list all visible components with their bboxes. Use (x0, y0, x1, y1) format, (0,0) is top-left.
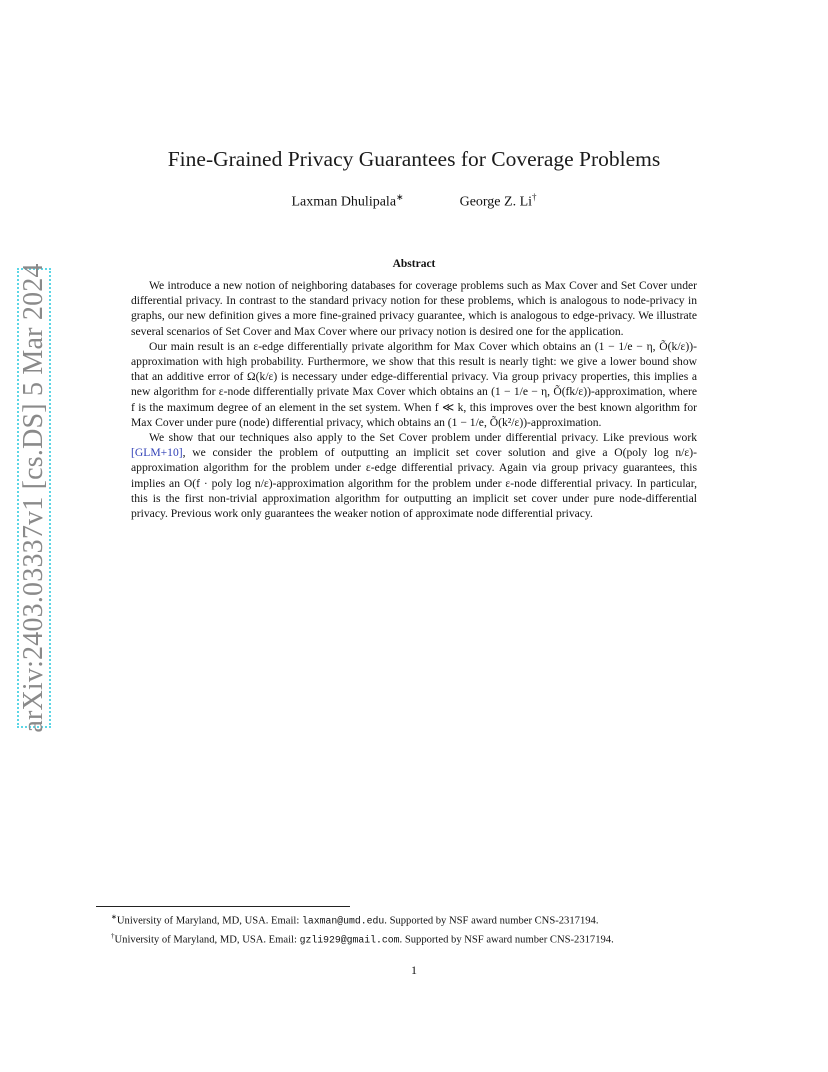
footnote-2-text-a: University of Maryland, MD, USA. Email: (114, 934, 300, 946)
author-1-mark: ∗ (396, 192, 404, 202)
footnote-2 (111, 929, 731, 948)
footnote-rule (96, 906, 350, 907)
citation-link[interactable]: [GLM+10] (131, 446, 183, 460)
paper-title: Fine-Grained Privacy Guarantees for Coverage Problems (167, 147, 661, 171)
footnote-1-text-a: University of Maryland, MD, USA. Email: (116, 915, 302, 927)
arxiv-stamp (17, 263, 51, 733)
abstract-paragraph-1: We introduce a new notion of neighboring databases for coverage problems such as Max Cover and Set Cover under differential privacy. In contrast to the standard privacy notion for these problems, which is analogous to node-privacy in graphs, our new definition gives a more fine-grained privacy guarantee, which is analogous to edge-privacy. We illustrate several scenarios of Set Cover and Max Cover where our privacy notion is desired one for the application. (131, 279, 697, 338)
footnote-2-mark: † (111, 931, 115, 940)
abstract-paragraph-2: Our main result is an ε-edge differentially private algorithm for Max Cover which obtains an (1 − 1/e − η, Õ(k/ε))-approximation with high probability. Furthermore, we show that this result is nearly tight: we give a lower bound show that an additive error of Ω(k/ε) is necessary under edge-differential privacy. Via group privacy properties, this implies a new algorithm for ε-node differentially private Max Cover which obtains an (1 − 1/e − η, Õ(fk/ε))-approximation, where f is the maximum degree of an element in the set system. When f ≪ k, this improves over the best known algorithm for Max Cover under pure (node) differential privacy, which obtains an (1 − 1/e, Õ(k²/ε))-approximation. (131, 339, 697, 429)
author-1-name: Laxman Dhulipala (291, 194, 397, 210)
author-2-mark: † (532, 192, 537, 202)
abstract-body (131, 278, 697, 521)
footnote-1-mark: ∗ (111, 913, 117, 921)
page-number: 1 (411, 963, 417, 977)
footnote-1 (111, 910, 731, 929)
footnote-1-email: laxman@umd.edu (301, 915, 385, 927)
arxiv-stamp-text: arXiv:2403.03337v1 [cs.DS] 5 Mar 2024 (18, 263, 49, 733)
abstract-paragraph-3 (131, 430, 697, 521)
footnote-2-text-b: . Supported by NSF award number CNS-2317194. (399, 934, 614, 946)
footnote-1-text-b: . Supported by NSF award number CNS-2317194. (384, 915, 599, 927)
abstract-paragraph-3-text-a: We show that our techniques also apply to the Set Cover problem under differential privacy. Like previous work (149, 431, 697, 445)
footnote-2-email: gzli929@gmail.com (299, 934, 400, 946)
abstract-paragraph-3-text-b: , we consider the problem of outputting an implicit set cover solution and give a O(poly log n/ε)-approximation algorithm for the problem under ε-edge differential privacy. Again via group privacy guarantees, this implies an O(f · poly log n/ε)-approximation algorithm for the problem under ε-node differential privacy. In particular, this is the first non-trivial approximation algorithm for outputting an implicit set cover under pure node-differential privacy. Previous work only guarantees the weaker notion of approximate node differential privacy. (131, 446, 697, 521)
author-2 (460, 192, 537, 211)
author-2-name: George Z. Li (459, 194, 533, 210)
footnotes (111, 910, 731, 947)
author-1 (291, 192, 403, 211)
author-list (0, 192, 828, 211)
abstract-heading: Abstract (392, 258, 436, 270)
